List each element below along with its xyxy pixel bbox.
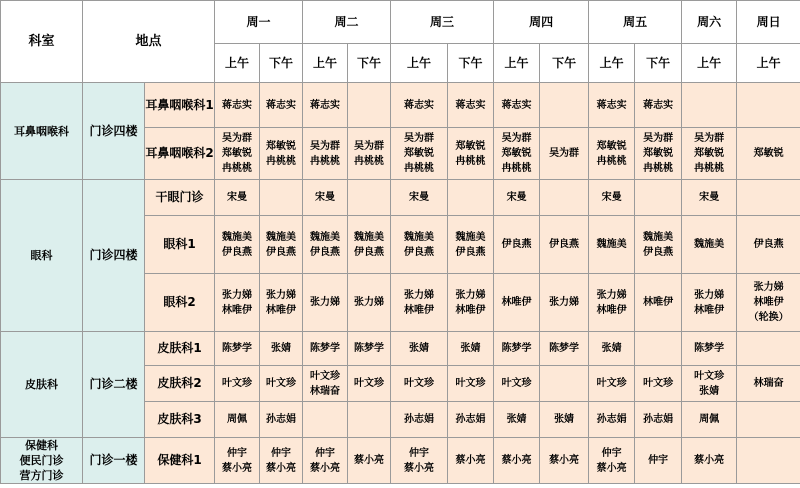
schedule-cell <box>348 128 391 180</box>
schedule-cell <box>348 274 391 332</box>
doctor-name: 孙志娟 <box>266 414 297 425</box>
header-thu-am: 上午 <box>494 44 540 83</box>
clinic-name-cell: 耳鼻咽喉科2 <box>145 128 215 180</box>
doctor-name: 冉桃桃 <box>501 163 532 174</box>
doctor-name: 蒋志实 <box>596 99 627 111</box>
doctor-name: 陈梦学 <box>354 343 385 354</box>
doctor-name: 张力娣 <box>266 289 297 301</box>
schedule-cell <box>682 83 737 128</box>
schedule-cell <box>303 216 348 274</box>
schedule-cell <box>391 332 448 366</box>
doctor-name: 魏施美 <box>310 231 341 243</box>
schedule-cell <box>635 332 682 366</box>
doctor-name: 伊良燕 <box>354 246 385 258</box>
schedule-cell <box>589 274 635 332</box>
schedule-cell <box>215 402 260 438</box>
department-line: 保健科 <box>25 439 58 452</box>
doctor-name: 周佩 <box>227 414 248 425</box>
doctor-name: 陈梦学 <box>501 343 532 354</box>
doctor-name: 魏施美 <box>222 231 253 243</box>
header-day-thu: 周四 <box>494 1 589 44</box>
doctor-name: 林唯伊 <box>266 304 297 316</box>
schedule-cell <box>737 128 800 180</box>
schedule-cell <box>737 180 800 216</box>
schedule-cell <box>448 402 494 438</box>
doctor-name: 蔡小亮 <box>222 462 253 474</box>
location-cell: 门诊二楼 <box>83 332 145 438</box>
header-day-mon: 周一 <box>215 1 303 44</box>
doctor-name: 张力娣 <box>694 289 725 301</box>
schedule-cell <box>589 332 635 366</box>
schedule-cell <box>260 332 303 366</box>
schedule-cell <box>540 366 589 402</box>
doctor-name: 蒋志实 <box>310 99 341 111</box>
clinic-name-cell: 眼科1 <box>145 216 215 274</box>
clinic-name-cell: 耳鼻咽喉科1 <box>145 83 215 128</box>
doctor-name: 冉桃桃 <box>222 163 253 174</box>
doctor-name: 蔡小亮 <box>310 462 341 474</box>
doctor-name: 张婧 <box>506 414 527 425</box>
doctor-name: 蒋志实 <box>404 99 435 111</box>
doctor-name: 仲宇 <box>648 455 669 466</box>
doctor-name: 郑敏锐 <box>643 148 674 159</box>
header-day-tue: 周二 <box>303 1 391 44</box>
doctor-name: 林唯伊 <box>404 304 435 316</box>
doctor-name: 叶文珍 <box>266 378 297 389</box>
doctor-name: 郑敏锐 <box>266 140 297 152</box>
schedule-cell <box>260 274 303 332</box>
schedule-cell <box>540 180 589 216</box>
table-row <box>1 332 800 366</box>
doctor-name: 郑敏锐 <box>694 148 725 159</box>
schedule-cell <box>215 332 260 366</box>
schedule-cell <box>391 366 448 402</box>
schedule-cell <box>682 332 737 366</box>
clinic-name-cell: 干眼门诊 <box>145 180 215 216</box>
schedule-cell <box>635 180 682 216</box>
schedule-cell <box>635 83 682 128</box>
schedule-cell <box>303 332 348 366</box>
doctor-name: 魏施美 <box>455 231 486 243</box>
schedule-cell <box>635 274 682 332</box>
doctor-name: 林唯伊 <box>501 297 532 308</box>
schedule-cell <box>303 128 348 180</box>
header-day-fri: 周五 <box>589 1 682 44</box>
doctor-name: 伊良燕 <box>404 246 435 258</box>
doctor-name: 蒋志实 <box>643 99 674 111</box>
schedule-cell <box>260 366 303 402</box>
schedule-cell <box>737 216 800 274</box>
header-day-sun: 周日 <box>737 1 800 44</box>
doctor-name: 吴为群 <box>310 140 341 152</box>
doctor-name: 郑敏锐 <box>501 148 532 159</box>
doctor-name: 吴为群 <box>404 133 435 144</box>
doctor-name: 叶文珍 <box>404 378 435 389</box>
doctor-name: 郑敏锐 <box>753 148 784 159</box>
doctor-name: 魏施美 <box>596 239 627 250</box>
department-cell <box>1 438 83 484</box>
doctor-name: 张力娣 <box>404 289 435 301</box>
doctor-name: 吴为群 <box>354 140 385 152</box>
doctor-name: 仲宇 <box>315 447 336 459</box>
schedule-cell <box>494 438 540 484</box>
doctor-name: 张力娣 <box>596 289 627 301</box>
schedule-cell <box>682 366 737 402</box>
schedule-cell <box>348 366 391 402</box>
schedule-cell <box>589 402 635 438</box>
doctor-name: 叶文珍 <box>694 370 725 382</box>
schedule-cell <box>494 180 540 216</box>
doctor-name: 伊良燕 <box>222 246 253 258</box>
doctor-name: 张婧 <box>460 343 481 354</box>
schedule-cell <box>303 274 348 332</box>
schedule-cell <box>635 366 682 402</box>
doctor-name: 郑敏锐 <box>596 140 627 152</box>
header-location: 地点 <box>83 1 215 83</box>
doctor-name: 林唯伊 <box>643 297 674 308</box>
schedule-cell <box>448 438 494 484</box>
doctor-name: 魏施美 <box>694 239 725 250</box>
schedule-cell <box>348 83 391 128</box>
clinic-name-cell: 皮肤科2 <box>145 366 215 402</box>
schedule-cell <box>260 83 303 128</box>
doctor-name: 郑敏锐 <box>455 140 486 152</box>
schedule-cell <box>635 128 682 180</box>
doctor-name: 魏施美 <box>643 231 674 243</box>
doctor-name: 吴为群 <box>222 133 253 144</box>
doctor-name: 陈梦学 <box>310 343 341 354</box>
schedule-cell <box>682 274 737 332</box>
doctor-name: 林唯伊 <box>753 297 784 308</box>
doctor-name: 张婧 <box>271 343 292 354</box>
doctor-name: 张婧 <box>601 343 622 354</box>
location-cell: 门诊四楼 <box>83 180 145 332</box>
schedule-cell <box>448 332 494 366</box>
doctor-name: 张力娣 <box>455 289 486 301</box>
doctor-name: 叶文珍 <box>310 370 341 382</box>
clinic-name-cell: 皮肤科1 <box>145 332 215 366</box>
header-fri-am: 上午 <box>589 44 635 83</box>
doctor-name: 蔡小亮 <box>549 455 580 466</box>
schedule-cell <box>737 83 800 128</box>
doctor-name: 陈梦学 <box>694 343 725 354</box>
schedule-cell <box>391 274 448 332</box>
doctor-name: 叶文珍 <box>222 378 253 389</box>
schedule-cell <box>215 83 260 128</box>
doctor-name: 冉桃桃 <box>310 155 341 167</box>
schedule-cell <box>260 128 303 180</box>
schedule-cell <box>448 83 494 128</box>
schedule-cell <box>494 332 540 366</box>
table-row <box>1 83 800 128</box>
doctor-name: 叶文珍 <box>455 378 486 389</box>
doctor-name: 蒋志实 <box>455 99 486 111</box>
schedule-cell <box>635 438 682 484</box>
table-row <box>1 180 800 216</box>
doctor-name: 张力娣 <box>549 297 580 308</box>
schedule-cell <box>589 128 635 180</box>
schedule-cell <box>448 180 494 216</box>
doctor-name: 仲宇 <box>409 447 430 459</box>
schedule-cell <box>540 274 589 332</box>
clinic-name-cell: 皮肤科3 <box>145 402 215 438</box>
header-day-wed: 周三 <box>391 1 494 44</box>
doctor-name: 周佩 <box>699 414 720 425</box>
doctor-name: 伊良燕 <box>753 239 784 250</box>
doctor-name: 张力娣 <box>354 297 385 308</box>
doctor-name: 冉桃桃 <box>643 163 674 174</box>
doctor-name: 张力娣 <box>753 282 784 293</box>
doctor-name: 孙志娟 <box>643 414 674 425</box>
schedule-cell <box>635 402 682 438</box>
schedule-cell <box>260 438 303 484</box>
schedule-cell <box>540 402 589 438</box>
doctor-name: 魏施美 <box>266 231 297 243</box>
schedule-cell <box>682 128 737 180</box>
doctor-name: 孙志娟 <box>455 414 486 425</box>
doctor-name: 林唯伊 <box>694 304 725 316</box>
schedule-cell <box>589 180 635 216</box>
doctor-name: 吴为群 <box>643 133 674 144</box>
schedule-cell <box>348 402 391 438</box>
schedule-cell <box>540 438 589 484</box>
schedule-cell <box>215 180 260 216</box>
doctor-name: 伊良燕 <box>501 239 532 250</box>
schedule-cell <box>260 402 303 438</box>
schedule-cell <box>391 128 448 180</box>
doctor-name: 蒋志实 <box>222 99 253 111</box>
department-cell: 皮肤科 <box>1 332 83 438</box>
doctor-name: 蒋志实 <box>266 99 297 111</box>
schedule-cell <box>303 438 348 484</box>
doctor-name: 蔡小亮 <box>266 462 297 474</box>
header-tue-pm: 下午 <box>348 44 391 83</box>
schedule-cell <box>348 216 391 274</box>
doctor-name: 蔡小亮 <box>354 455 385 466</box>
header-mon-am: 上午 <box>215 44 260 83</box>
schedule-cell <box>737 402 800 438</box>
doctor-name: 魏施美 <box>404 231 435 243</box>
schedule-cell <box>391 438 448 484</box>
doctor-name: 张婧 <box>699 385 720 397</box>
clinic-name-cell: 保健科1 <box>145 438 215 484</box>
header-sat-am: 上午 <box>682 44 737 83</box>
schedule-cell <box>215 438 260 484</box>
header-day-sat: 周六 <box>682 1 737 44</box>
schedule-cell <box>737 332 800 366</box>
doctor-name: 冉桃桃 <box>354 155 385 167</box>
header-thu-pm: 下午 <box>540 44 589 83</box>
schedule-cell <box>391 180 448 216</box>
schedule-cell <box>540 83 589 128</box>
header-tue-am: 上午 <box>303 44 348 83</box>
header-department: 科室 <box>1 1 83 83</box>
schedule-cell <box>589 366 635 402</box>
schedule-cell <box>303 402 348 438</box>
doctor-name: 冉桃桃 <box>404 163 435 174</box>
doctor-name: 仲宇 <box>227 447 248 459</box>
schedule-cell <box>215 216 260 274</box>
schedule-cell <box>737 438 800 484</box>
schedule-cell <box>682 180 737 216</box>
doctor-name: 宋曼 <box>409 192 430 203</box>
schedule-cell <box>589 216 635 274</box>
schedule-cell <box>448 366 494 402</box>
doctor-name: 宋曼 <box>506 192 527 203</box>
schedule-cell <box>303 180 348 216</box>
doctor-name: 叶文珍 <box>596 378 627 389</box>
header-wed-pm: 下午 <box>448 44 494 83</box>
header-fri-pm: 下午 <box>635 44 682 83</box>
doctor-name: 陈梦学 <box>222 343 253 354</box>
schedule-cell <box>737 274 800 332</box>
schedule-cell <box>494 402 540 438</box>
doctor-name: 郑敏锐 <box>404 148 435 159</box>
doctor-name: 张力娣 <box>310 297 341 308</box>
department-line: 营方门诊 <box>19 469 64 482</box>
schedule-cell <box>348 180 391 216</box>
doctor-name: 蔡小亮 <box>596 462 627 474</box>
schedule-cell <box>260 180 303 216</box>
schedule-cell <box>448 128 494 180</box>
doctor-name: 宋曼 <box>699 192 720 203</box>
schedule-cell <box>589 83 635 128</box>
schedule-cell <box>448 274 494 332</box>
doctor-name: 张力娣 <box>222 289 253 301</box>
department-line: 便民门诊 <box>19 454 64 467</box>
doctor-name: 蒋志实 <box>501 99 532 111</box>
doctor-name: 林唯伊 <box>596 304 627 316</box>
doctor-name: 宋曼 <box>315 192 336 203</box>
schedule-cell <box>391 83 448 128</box>
doctor-name: 伊良燕 <box>455 246 486 258</box>
schedule-cell <box>391 216 448 274</box>
location-cell: 门诊一楼 <box>83 438 145 484</box>
doctor-name: 蔡小亮 <box>404 462 435 474</box>
location-cell: 门诊四楼 <box>83 83 145 180</box>
schedule-cell <box>260 216 303 274</box>
doctor-name: 冉桃桃 <box>596 155 627 167</box>
schedule-cell <box>348 332 391 366</box>
schedule-cell <box>215 128 260 180</box>
header-row-days <box>1 1 800 44</box>
header-sun-am: 上午 <box>737 44 800 83</box>
doctor-name: 孙志娟 <box>596 414 627 425</box>
doctor-name: 张婧 <box>409 343 430 354</box>
schedule-cell <box>215 274 260 332</box>
schedule-cell <box>348 438 391 484</box>
header-mon-pm: 下午 <box>260 44 303 83</box>
doctor-name: 伊良燕 <box>266 246 297 258</box>
doctor-name: 张婧 <box>554 414 575 425</box>
doctor-name: 林瑞奋 <box>310 385 341 397</box>
doctor-name: 陈梦学 <box>549 343 580 354</box>
schedule-cell <box>303 366 348 402</box>
department-cell: 眼科 <box>1 180 83 332</box>
doctor-name: 孙志娟 <box>404 414 435 425</box>
doctor-name: （轮换） <box>748 312 789 323</box>
schedule-cell <box>635 216 682 274</box>
doctor-name: 蔡小亮 <box>455 455 486 466</box>
doctor-name: 冉桃桃 <box>455 155 486 167</box>
schedule-cell <box>682 402 737 438</box>
doctor-name: 冉桃桃 <box>694 163 725 174</box>
schedule-cell <box>494 216 540 274</box>
doctor-name: 蔡小亮 <box>501 455 532 466</box>
schedule-cell <box>303 83 348 128</box>
doctor-name: 魏施美 <box>354 231 385 243</box>
doctor-name: 宋曼 <box>227 192 248 203</box>
schedule-cell <box>494 274 540 332</box>
doctor-name: 伊良燕 <box>643 246 674 258</box>
table-row <box>1 438 800 484</box>
schedule-cell <box>540 332 589 366</box>
doctor-name: 伊良燕 <box>549 239 580 250</box>
doctor-name: 伊良燕 <box>310 246 341 258</box>
doctor-name: 林瑞奋 <box>753 378 784 389</box>
schedule-cell <box>682 438 737 484</box>
schedule-cell <box>682 216 737 274</box>
clinic-name-cell: 眼科2 <box>145 274 215 332</box>
schedule-cell <box>737 366 800 402</box>
doctor-name: 蔡小亮 <box>694 455 725 466</box>
doctor-name: 冉桃桃 <box>266 155 297 167</box>
schedule-cell <box>540 216 589 274</box>
doctor-name: 郑敏锐 <box>222 148 253 159</box>
schedule-cell <box>494 366 540 402</box>
doctor-name: 叶文珍 <box>643 378 674 389</box>
doctor-name: 吴为群 <box>501 133 532 144</box>
doctor-name: 仲宇 <box>601 447 622 459</box>
doctor-name: 吴为群 <box>549 148 580 159</box>
schedule-cell <box>589 438 635 484</box>
doctor-name: 叶文珍 <box>501 378 532 389</box>
doctor-name: 仲宇 <box>271 447 292 459</box>
doctor-name: 林唯伊 <box>455 304 486 316</box>
schedule-cell <box>215 366 260 402</box>
schedule-cell <box>540 128 589 180</box>
doctor-name: 叶文珍 <box>354 378 385 389</box>
schedule-cell <box>448 216 494 274</box>
department-cell: 耳鼻咽喉科 <box>1 83 83 180</box>
schedule-cell <box>494 128 540 180</box>
header-wed-am: 上午 <box>391 44 448 83</box>
doctor-name: 吴为群 <box>694 133 725 144</box>
doctor-name: 林唯伊 <box>222 304 253 316</box>
doctor-name: 宋曼 <box>601 192 622 203</box>
schedule-cell <box>494 83 540 128</box>
schedule-cell <box>391 402 448 438</box>
